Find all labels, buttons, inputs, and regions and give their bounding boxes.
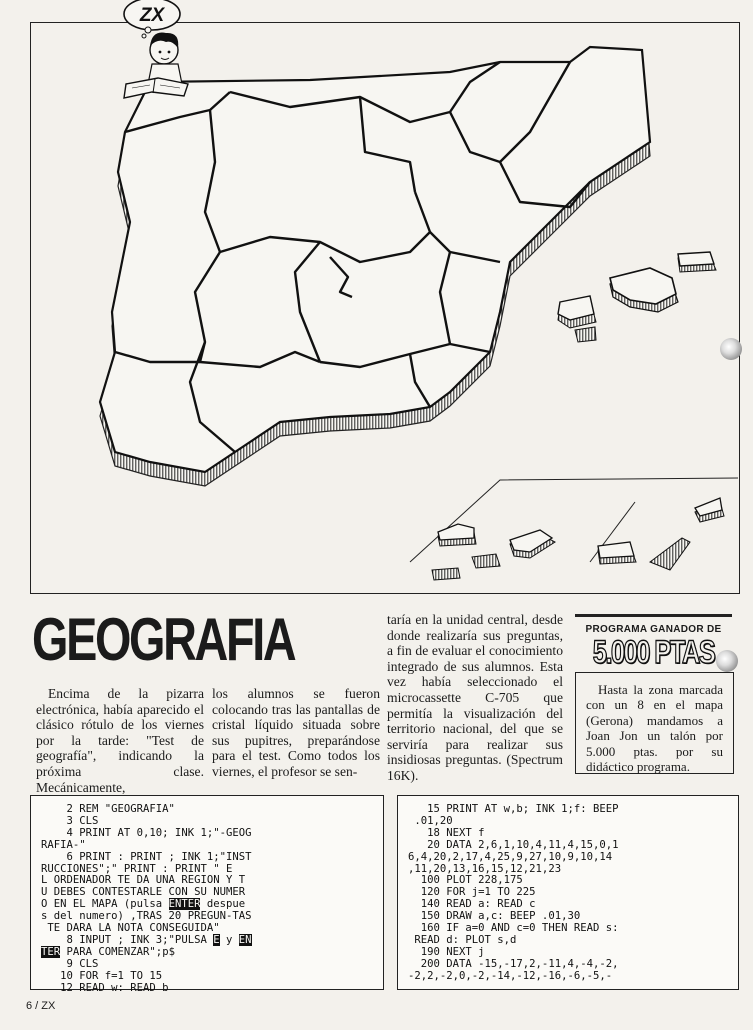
prize-title: PROGRAMA GANADOR DE	[585, 624, 722, 635]
prize-text: Hasta la zona marcada con un 8 en el mapa (Gerona) mandamos a Joan Jon un talón por 5.000 ptas. por su didáctico programa.	[586, 682, 723, 775]
listing-line: 20 DATA 2,6,1,10,4,11,4,15,0,1	[408, 838, 619, 851]
listing-line: READ d: PLOT s,d	[408, 933, 517, 946]
prize-header	[575, 614, 732, 671]
zx-mascot-logo	[122, 0, 192, 108]
listing-line: -2,2,-2,0,-2,-14,-12,-16,-6,-5,-	[408, 969, 613, 982]
article-column-3: taría en la unidad central, desde donde realizaría sus preguntas, a fin de evaluar el conocimiento integrado de sus alumnos. Esta vez había seleccionado el microcassette C-705 que permitía la visualización del territorio nacional, del que se serviría para realizar sus insidiosas preguntas. (Spectrum 16K).	[387, 612, 563, 783]
listing-line: 4 PRINT AT 0,10; INK 1;"-GEOG	[41, 826, 252, 839]
listing-line: 6,4,20,2,17,4,25,9,27,10,9,10,14	[408, 850, 613, 863]
listing-line: 120 FOR j=1 TO 225	[408, 886, 536, 899]
listing-line: 160 IF a=0 AND c=0 THEN READ s:	[408, 922, 619, 935]
prize-amount: 5.000 PTAS	[592, 634, 715, 670]
canary-inset	[410, 478, 738, 562]
listing-line: 200 DATA -15,-17,2,-11,4,-4,-2,	[408, 957, 619, 970]
listing-key: ENTER	[168, 898, 201, 911]
prize-box	[575, 672, 734, 774]
balearic-islands	[558, 252, 716, 342]
listing-line: 140 READ a: READ c	[408, 898, 536, 911]
listing-line: RAFIA-"	[41, 838, 86, 851]
listing-line: .01,20	[408, 814, 453, 827]
listing-key: TER	[41, 945, 61, 958]
listing-line: 6 PRINT : PRINT ; INK 1;"INST	[41, 850, 252, 863]
listing-line: L ORDENADOR TE DA UNA REGION Y T	[41, 874, 246, 887]
listing-key: EN	[238, 933, 252, 946]
listing-line: despue	[200, 898, 246, 911]
listing-line: TE DARA LA NOTA CONSEGUIDA"	[41, 922, 220, 935]
listing-line: 190 NEXT j	[408, 945, 485, 958]
program-listing-2	[397, 795, 739, 990]
listing-line: ,11,20,13,16,15,12,21,23	[408, 862, 562, 875]
listing-line: O EN EL MAPA (pulsa	[41, 898, 169, 911]
listing-key: E	[213, 933, 220, 946]
canary-islands	[432, 498, 724, 580]
listing-line: 15 PRINT AT w,b; INK 1;f: BEEP	[408, 803, 619, 815]
binder-hole	[716, 650, 738, 672]
listing-line: 100 PLOT 228,175	[408, 874, 523, 887]
listing-line: y	[219, 933, 239, 946]
listing-line: 18 NEXT f	[408, 826, 485, 839]
listing-line: 150 DRAW a,c: BEEP .01,30	[408, 910, 581, 923]
listing-line: RUCCIONES";" PRINT : PRINT " E	[41, 862, 233, 875]
listing-line: 3 CLS	[41, 814, 99, 827]
program-listing-1	[30, 795, 384, 994]
page-folio: 6 / ZX	[26, 1000, 56, 1012]
article-column-2: los alumnos se fueron colocando tras las pantallas de cristal líquido situada sobre sus pupitres, preparándose para el test. Como todos los viernes, el profesor se sen-	[212, 686, 380, 779]
listing-line: 8 INPUT ; INK 3;"PULSA	[41, 933, 214, 946]
article-headline: GEOGRAFIA	[32, 606, 295, 673]
listing-line: 9 CLS	[41, 957, 99, 970]
logo-text: ZX	[139, 5, 165, 26]
binder-hole	[720, 338, 742, 360]
article-column-1: Encima de la pizarra electrónica, había aparecido el clásico rótulo de los viernes por la tarde: "Test de geografía", indicando la próxima clase. Mecánicamente,	[36, 686, 204, 795]
listing-line: 12 READ w: READ b	[41, 981, 169, 994]
listing-line: U DEBES CONTESTARLE CON SU NUMER	[41, 886, 246, 899]
listing-line: PARA COMENZAR";p$	[60, 945, 175, 958]
listing-line: 2 REM "GEOGRAFIA"	[41, 803, 175, 815]
listing-line: 10 FOR f=1 TO 15	[41, 969, 163, 982]
listing-line: s del numero) ,TRAS 20 PREGUN-TAS	[41, 910, 252, 923]
